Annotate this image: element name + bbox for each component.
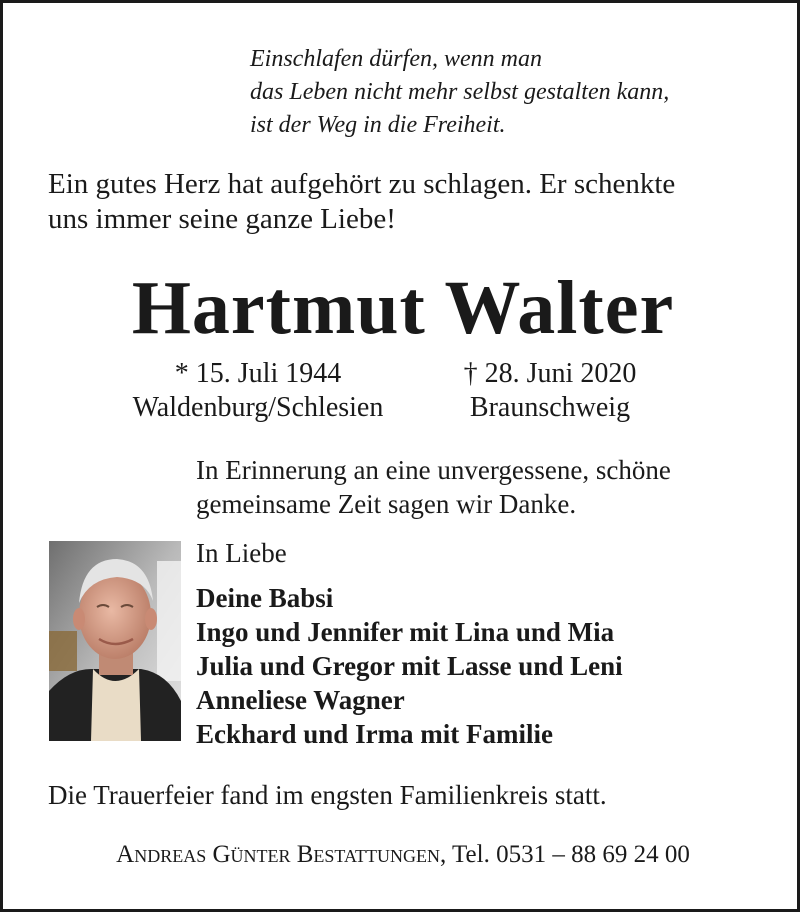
undertaker-name: Andreas Günter Bestattungen <box>116 841 440 868</box>
mourner-entry: Anneliese Wagner <box>196 685 405 715</box>
mourner-entry: Julia und Gregor mit Lasse und Leni <box>196 651 623 681</box>
undertaker-line <box>3 839 800 871</box>
thanks-line: gemeinsame Zeit sagen wir Danke. <box>196 489 577 519</box>
quote-line: das Leben nicht mehr selbst gestalten kann, <box>250 79 670 105</box>
birth-place: Waldenburg/Schlesien <box>132 392 384 423</box>
death-place: Braunschweig <box>469 392 631 423</box>
portrait-photo <box>49 541 181 741</box>
undertaker-phone: , Tel. 0531 – 88 69 24 00 <box>439 841 690 868</box>
intro-line: uns immer seine ganze Liebe! <box>48 203 396 235</box>
birth-date: * 15. Juli 1944 <box>174 358 342 389</box>
deceased-name: Hartmut Walter <box>131 266 675 350</box>
ceremony-note: Die Trauerfeier fand im engsten Familienkreis statt. <box>48 780 607 810</box>
quote-line: ist der Weg in die Freiheit. <box>250 112 506 138</box>
mourner-entry: Deine Babsi <box>196 583 334 613</box>
intro-text <box>48 167 675 237</box>
in-love-label: In Liebe <box>196 538 287 568</box>
mourner-entry: Ingo und Jennifer mit Lina und Mia <box>196 617 615 647</box>
portrait-illustration <box>49 541 181 741</box>
intro-line: Ein gutes Herz hat aufgehört zu schlagen. Er schenkte <box>48 168 676 200</box>
quote-line: Einschlafen dürfen, wenn man <box>250 46 542 72</box>
death-date: † 28. Juni 2020 <box>463 358 637 389</box>
quote-block <box>250 43 669 142</box>
thanks-line: In Erinnerung an eine unvergessene, schöne <box>196 455 671 485</box>
mourner-entry: Eckhard und Irma mit Familie <box>196 719 554 749</box>
thanks-text <box>196 453 671 521</box>
birth-info <box>109 357 407 425</box>
mourners-list <box>196 581 623 751</box>
death-info <box>446 357 654 425</box>
